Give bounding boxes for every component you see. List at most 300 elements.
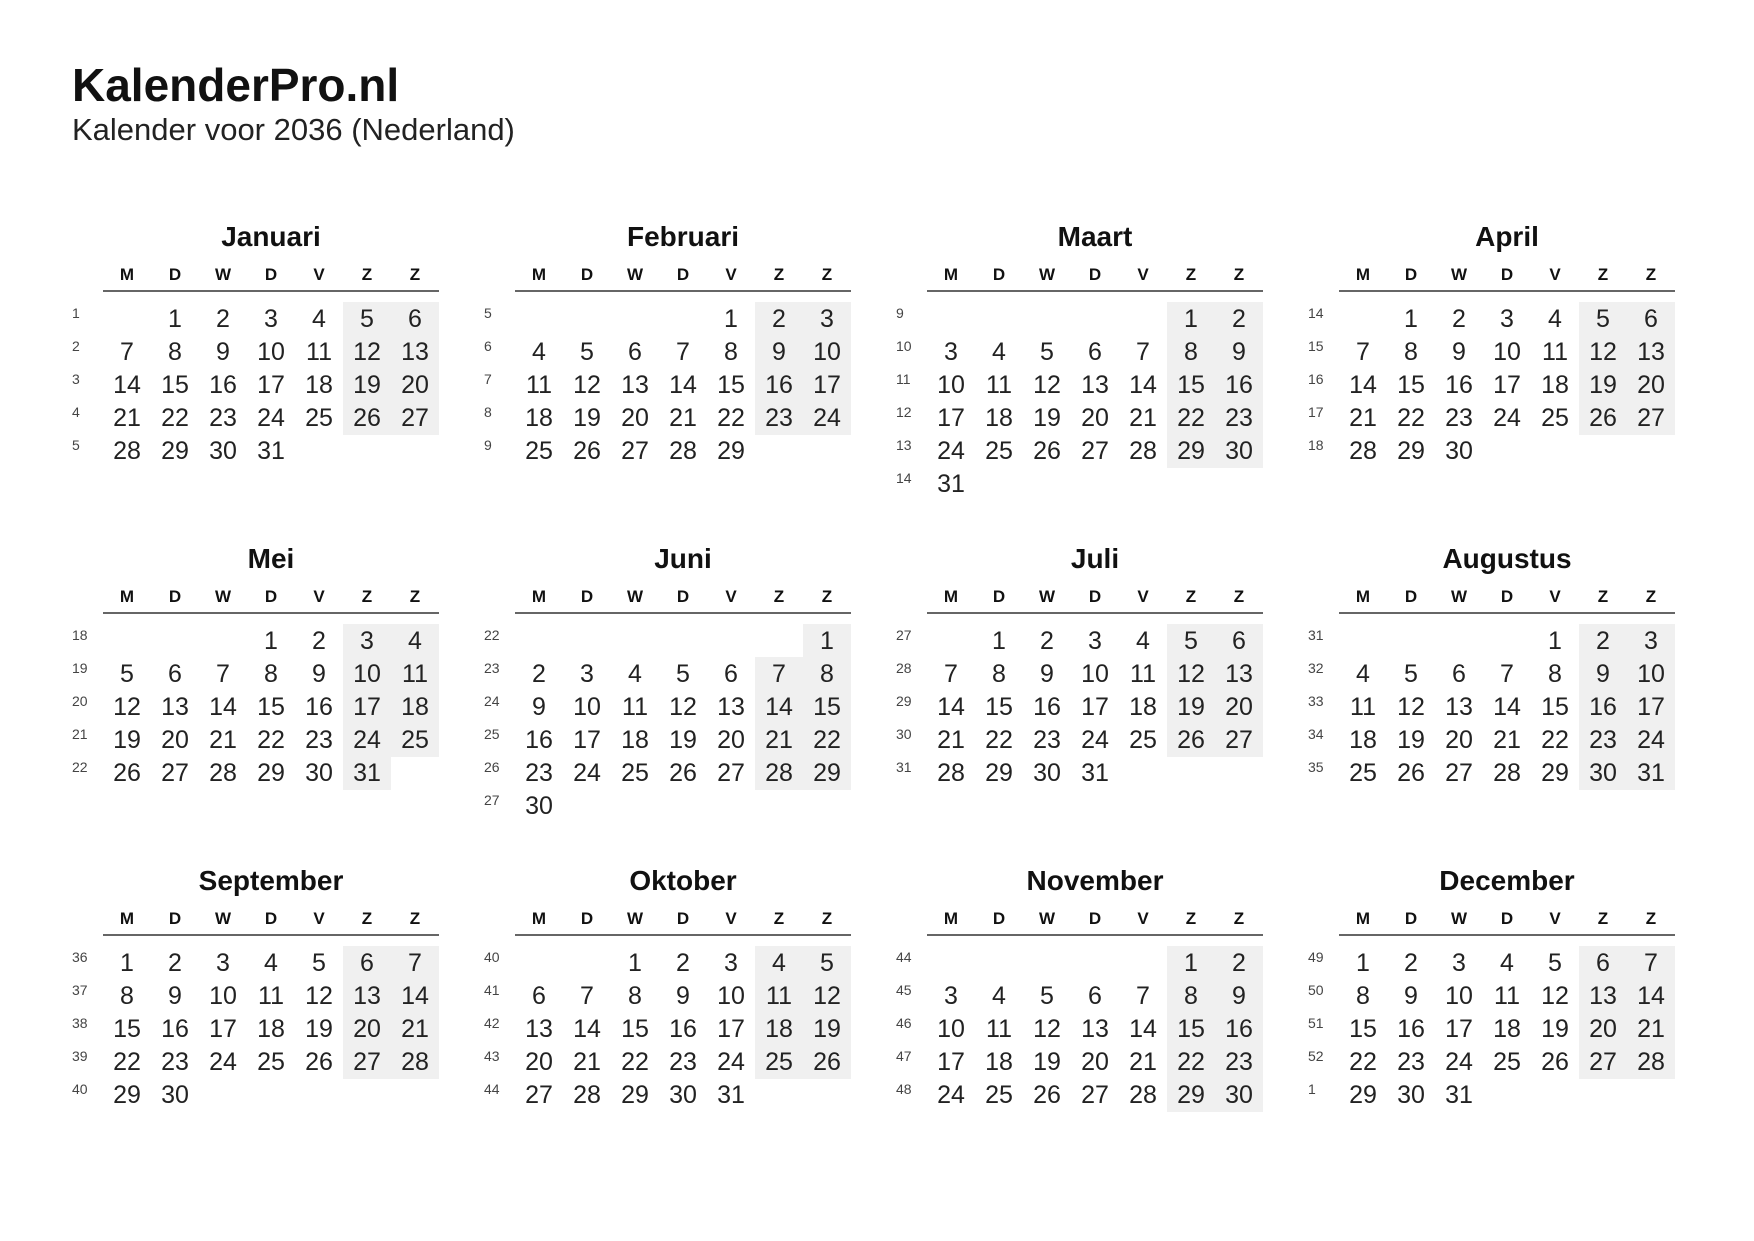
day-cell: 20	[161, 726, 189, 754]
weekday-label-sat: Z	[773, 587, 785, 606]
day-cell: 18	[1129, 693, 1157, 721]
day-cell: 28	[1349, 437, 1377, 465]
weekend-day-cell: 27	[391, 401, 439, 435]
day-cell: 30	[305, 759, 333, 787]
week-number: 22	[484, 627, 500, 643]
day-cell: 2	[1404, 949, 1418, 977]
day-cell: 19	[669, 726, 697, 754]
weekday-header	[927, 262, 1263, 292]
weekend-day-cell: 31	[1627, 756, 1675, 790]
day-cell: 30	[1033, 759, 1061, 787]
weekday-label-tue: D	[580, 587, 594, 606]
week-number: 35	[1308, 759, 1324, 775]
weekday-label-tue: D	[168, 909, 182, 928]
weekend-day-cell: 23	[755, 401, 803, 435]
day-cell: 4	[1136, 627, 1150, 655]
weekday-label-thu: D	[264, 909, 278, 928]
weekend-day-cell: 19	[343, 368, 391, 402]
weekday-label-sun: Z	[821, 909, 833, 928]
weekday-label-wed: W	[626, 909, 644, 928]
weekend-day-cell: 13	[1627, 335, 1675, 369]
weekend-day-cell: 25	[391, 723, 439, 757]
day-cell: 29	[621, 1081, 649, 1109]
weekday-label-tue: D	[580, 909, 594, 928]
week-number: 20	[72, 693, 88, 709]
day-cell: 5	[1404, 660, 1418, 688]
weekend-day-cell: 24	[343, 723, 391, 757]
day-cell: 1	[992, 627, 1006, 655]
week-number: 18	[1308, 437, 1324, 453]
day-cell: 25	[305, 404, 333, 432]
weekend-day-cell: 11	[391, 657, 439, 691]
week-number: 39	[72, 1048, 88, 1064]
weekend-day-cell: 7	[755, 657, 803, 691]
weekday-header	[103, 262, 439, 292]
weekday-label-sat: Z	[1185, 587, 1197, 606]
week-number: 46	[896, 1015, 912, 1031]
day-cell: 19	[113, 726, 141, 754]
week-number: 5	[484, 305, 492, 321]
day-cell: 2	[676, 949, 690, 977]
weekend-day-cell: 16	[1215, 1012, 1263, 1046]
day-cell: 28	[573, 1081, 601, 1109]
weekend-day-cell: 17	[803, 368, 851, 402]
day-cell: 23	[1445, 404, 1473, 432]
day-cell: 31	[717, 1081, 745, 1109]
week-number: 4	[72, 404, 80, 420]
weekday-label-thu: D	[676, 909, 690, 928]
day-cell: 29	[257, 759, 285, 787]
weekend-day-cell: 1	[803, 624, 851, 658]
day-cell: 29	[113, 1081, 141, 1109]
day-cell: 1	[120, 949, 134, 977]
day-cell: 6	[1088, 982, 1102, 1010]
day-cell: 7	[944, 660, 958, 688]
month-title: Juni	[654, 543, 712, 574]
weekday-header	[1339, 584, 1675, 614]
weekend-day-cell: 9	[1215, 335, 1263, 369]
week-number: 21	[72, 726, 88, 742]
day-cell: 24	[1445, 1048, 1473, 1076]
day-cell: 27	[525, 1081, 553, 1109]
weekend-day-cell: 5	[1167, 624, 1215, 658]
week-number: 27	[484, 792, 500, 808]
weekend-day-cell: 13	[1215, 657, 1263, 691]
weekday-label-tue: D	[992, 909, 1006, 928]
day-cell: 25	[985, 437, 1013, 465]
day-cell: 7	[580, 982, 594, 1010]
weekend-day-cell: 28	[391, 1045, 439, 1079]
weekday-label-wed: W	[214, 909, 232, 928]
month-title: Juli	[1070, 543, 1120, 574]
week-number: 38	[72, 1015, 88, 1031]
weekend-day-cell: 4	[391, 624, 439, 658]
day-cell: 15	[1349, 1015, 1377, 1043]
day-cell: 5	[120, 660, 134, 688]
month-title: Maart	[1057, 221, 1133, 252]
week-number: 23	[484, 660, 500, 676]
day-cell: 20	[1081, 1048, 1109, 1076]
day-cell: 17	[937, 404, 965, 432]
weekday-label-fri: V	[313, 909, 325, 928]
weekend-day-cell: 15	[1167, 1012, 1215, 1046]
day-cell: 24	[1493, 404, 1521, 432]
day-cell: 13	[1445, 693, 1473, 721]
day-cell: 7	[1500, 660, 1514, 688]
weekday-label-sun: Z	[821, 587, 833, 606]
day-cell: 13	[1081, 371, 1109, 399]
day-cell: 6	[168, 660, 182, 688]
week-number: 19	[72, 660, 88, 676]
day-cell: 12	[113, 693, 141, 721]
day-cell: 15	[621, 1015, 649, 1043]
day-cell: 21	[1349, 404, 1377, 432]
weekend-day-cell: 14	[391, 979, 439, 1013]
weekend-day-cell: 30	[1215, 1078, 1263, 1112]
day-cell: 16	[1397, 1015, 1425, 1043]
calendar-subtitle: Kalender voor 2036 (Nederland)	[72, 112, 515, 147]
weekday-header	[1339, 262, 1675, 292]
day-cell: 26	[669, 759, 697, 787]
day-cell: 6	[724, 660, 738, 688]
day-cell: 20	[525, 1048, 553, 1076]
day-cell: 26	[1541, 1048, 1569, 1076]
day-cell: 19	[1033, 404, 1061, 432]
day-cell: 1	[1404, 305, 1418, 333]
weekend-day-cell: 8	[803, 657, 851, 691]
weekend-day-cell: 2	[1215, 946, 1263, 980]
weekend-day-cell: 6	[1215, 624, 1263, 658]
day-cell: 23	[161, 1048, 189, 1076]
weekday-label-sun: Z	[1233, 909, 1245, 928]
month-title: Oktober	[629, 865, 737, 896]
week-number: 52	[1308, 1048, 1324, 1064]
day-cell: 1	[168, 305, 182, 333]
weekend-day-cell: 5	[343, 302, 391, 336]
weekday-label-sat: Z	[1597, 265, 1609, 284]
day-cell: 8	[120, 982, 134, 1010]
weekday-label-wed: W	[626, 265, 644, 284]
day-cell: 13	[525, 1015, 553, 1043]
day-cell: 3	[1088, 627, 1102, 655]
weekday-header	[927, 906, 1263, 936]
day-cell: 9	[676, 982, 690, 1010]
day-cell: 5	[1040, 338, 1054, 366]
day-cell: 27	[1081, 1081, 1109, 1109]
page-header	[72, 58, 515, 148]
week-number: 26	[484, 759, 500, 775]
weekday-header	[103, 906, 439, 936]
week-number: 40	[484, 949, 500, 965]
week-number: 28	[896, 660, 912, 676]
day-cell: 5	[1040, 982, 1054, 1010]
weekday-header	[515, 262, 851, 292]
day-cell: 28	[113, 437, 141, 465]
day-cell: 24	[937, 1081, 965, 1109]
weekday-label-thu: D	[1088, 909, 1102, 928]
day-cell: 1	[264, 627, 278, 655]
day-cell: 8	[264, 660, 278, 688]
day-cell: 25	[985, 1081, 1013, 1109]
weekday-label-fri: V	[313, 265, 325, 284]
day-cell: 12	[305, 982, 333, 1010]
day-cell: 11	[1130, 660, 1156, 688]
week-number: 9	[896, 305, 904, 321]
day-cell: 10	[937, 1015, 965, 1043]
weekend-day-cell: 2	[755, 302, 803, 336]
day-cell: 9	[1040, 660, 1054, 688]
day-cell: 8	[724, 338, 738, 366]
weekend-day-cell: 17	[1627, 690, 1675, 724]
day-cell: 31	[257, 437, 285, 465]
day-cell: 4	[992, 338, 1006, 366]
day-cell: 30	[209, 437, 237, 465]
weekend-day-cell: 20	[391, 368, 439, 402]
weekend-day-cell: 23	[1215, 401, 1263, 435]
weekend-day-cell: 18	[755, 1012, 803, 1046]
weekday-label-sun: Z	[1645, 265, 1657, 284]
site-title: KalenderPro.nl	[72, 59, 400, 111]
weekend-day-cell: 9	[1215, 979, 1263, 1013]
day-cell: 4	[992, 982, 1006, 1010]
day-cell: 3	[944, 338, 958, 366]
weekend-day-cell: 24	[1627, 723, 1675, 757]
day-cell: 22	[717, 404, 745, 432]
day-cell: 24	[1081, 726, 1109, 754]
day-cell: 1	[1356, 949, 1370, 977]
day-cell: 22	[1349, 1048, 1377, 1076]
weekday-label-tue: D	[580, 265, 594, 284]
day-cell: 16	[1445, 371, 1473, 399]
day-cell: 20	[1445, 726, 1473, 754]
weekday-header	[927, 584, 1263, 614]
week-number: 1	[72, 305, 80, 321]
day-cell: 21	[209, 726, 237, 754]
month-title: Mei	[247, 543, 295, 574]
weekend-day-cell: 1	[1167, 946, 1215, 980]
day-cell: 29	[985, 759, 1013, 787]
weekend-day-cell: 6	[343, 946, 391, 980]
weekend-day-cell: 12	[1579, 335, 1627, 369]
day-cell: 18	[1541, 371, 1569, 399]
day-cell: 11	[306, 338, 332, 366]
weekend-day-cell: 19	[803, 1012, 851, 1046]
day-cell: 2	[168, 949, 182, 977]
day-cell: 15	[717, 371, 745, 399]
day-cell: 10	[717, 982, 745, 1010]
day-cell: 9	[532, 693, 546, 721]
week-number: 14	[896, 470, 912, 486]
weekday-label-sun: Z	[409, 909, 421, 928]
day-cell: 15	[161, 371, 189, 399]
day-cell: 22	[1397, 404, 1425, 432]
weekend-day-cell: 19	[1167, 690, 1215, 724]
weekday-label-mon: M	[1355, 909, 1371, 928]
day-cell: 27	[161, 759, 189, 787]
day-cell: 18	[257, 1015, 285, 1043]
day-cell: 13	[621, 371, 649, 399]
weekday-header	[515, 906, 851, 936]
weekend-day-cell: 12	[343, 335, 391, 369]
weekday-label-thu: D	[264, 265, 278, 284]
weekday-label-fri: V	[1549, 265, 1561, 284]
week-number: 18	[72, 627, 88, 643]
day-cell: 22	[985, 726, 1013, 754]
weekday-label-thu: D	[1500, 909, 1514, 928]
weekday-label-sun: Z	[409, 265, 421, 284]
day-cell: 21	[1129, 404, 1157, 432]
day-cell: 18	[1493, 1015, 1521, 1043]
day-cell: 5	[676, 660, 690, 688]
day-cell: 14	[1129, 371, 1157, 399]
weekday-label-thu: D	[1500, 265, 1514, 284]
day-cell: 21	[1129, 1048, 1157, 1076]
weekend-day-cell: 20	[1579, 1012, 1627, 1046]
weekend-day-cell: 2	[1579, 624, 1627, 658]
day-cell: 30	[161, 1081, 189, 1109]
weekday-label-sat: Z	[1597, 587, 1609, 606]
week-number: 31	[896, 759, 912, 775]
day-cell: 29	[717, 437, 745, 465]
week-number: 10	[896, 338, 912, 354]
week-number: 41	[484, 982, 500, 998]
day-cell: 1	[628, 949, 642, 977]
weekend-day-cell: 7	[391, 946, 439, 980]
weekend-day-cell: 22	[803, 723, 851, 757]
weekend-day-cell: 29	[803, 756, 851, 790]
weekend-day-cell: 24	[803, 401, 851, 435]
weekend-day-cell: 22	[1167, 401, 1215, 435]
day-cell: 3	[1452, 949, 1466, 977]
day-cell: 7	[1136, 338, 1150, 366]
day-cell: 16	[1033, 693, 1061, 721]
weekday-label-sat: Z	[1185, 909, 1197, 928]
weekday-label-wed: W	[1450, 587, 1468, 606]
day-cell: 20	[621, 404, 649, 432]
weekend-day-cell: 27	[1215, 723, 1263, 757]
day-cell: 2	[312, 627, 326, 655]
weekend-day-cell: 29	[1167, 434, 1215, 468]
month-title: Februari	[626, 221, 740, 252]
day-cell: 16	[669, 1015, 697, 1043]
weekday-label-mon: M	[531, 587, 547, 606]
week-number: 15	[1308, 338, 1324, 354]
day-cell: 4	[312, 305, 326, 333]
weekend-day-cell: 8	[1167, 335, 1215, 369]
day-cell: 1	[1548, 627, 1562, 655]
day-cell: 6	[1088, 338, 1102, 366]
day-cell: 14	[1349, 371, 1377, 399]
weekday-label-fri: V	[725, 587, 737, 606]
week-number: 42	[484, 1015, 500, 1031]
weekend-day-cell: 9	[1579, 657, 1627, 691]
day-cell: 4	[1500, 949, 1514, 977]
day-cell: 17	[1081, 693, 1109, 721]
weekend-day-cell: 26	[343, 401, 391, 435]
month-title: September	[198, 865, 344, 896]
day-cell: 4	[264, 949, 278, 977]
weekday-label-thu: D	[1088, 587, 1102, 606]
day-cell: 31	[937, 470, 965, 498]
day-cell: 21	[1493, 726, 1521, 754]
day-cell: 19	[305, 1015, 333, 1043]
weekend-day-cell: 27	[1579, 1045, 1627, 1079]
day-cell: 28	[669, 437, 697, 465]
weekday-label-wed: W	[1450, 265, 1468, 284]
weekday-label-fri: V	[725, 265, 737, 284]
weekday-label-wed: W	[1450, 909, 1468, 928]
day-cell: 16	[209, 371, 237, 399]
day-cell: 30	[1445, 437, 1473, 465]
day-cell: 16	[525, 726, 553, 754]
weekday-label-sun: Z	[1233, 265, 1245, 284]
day-cell: 14	[209, 693, 237, 721]
day-cell: 31	[1445, 1081, 1473, 1109]
weekend-day-cell: 28	[755, 756, 803, 790]
week-number: 48	[896, 1081, 912, 1097]
day-cell: 1	[724, 305, 738, 333]
day-cell: 26	[113, 759, 141, 787]
day-cell: 28	[1493, 759, 1521, 787]
day-cell: 9	[216, 338, 230, 366]
day-cell: 14	[573, 1015, 601, 1043]
weekend-day-cell: 10	[343, 657, 391, 691]
day-cell: 3	[216, 949, 230, 977]
day-cell: 24	[257, 404, 285, 432]
weekday-label-sun: Z	[1645, 909, 1657, 928]
weekday-label-mon: M	[943, 265, 959, 284]
day-cell: 9	[1452, 338, 1466, 366]
weekday-label-fri: V	[725, 909, 737, 928]
weekday-header	[1339, 906, 1675, 936]
day-cell: 2	[216, 305, 230, 333]
week-number: 33	[1308, 693, 1324, 709]
weekday-label-sat: Z	[773, 909, 785, 928]
weekend-day-cell: 20	[343, 1012, 391, 1046]
day-cell: 17	[1445, 1015, 1473, 1043]
day-cell: 25	[257, 1048, 285, 1076]
week-number: 2	[72, 338, 80, 354]
day-cell: 2	[1040, 627, 1054, 655]
day-cell: 11	[622, 693, 648, 721]
day-cell: 5	[580, 338, 594, 366]
day-cell: 4	[628, 660, 642, 688]
day-cell: 17	[937, 1048, 965, 1076]
day-cell: 17	[573, 726, 601, 754]
weekday-label-fri: V	[313, 587, 325, 606]
day-cell: 10	[1493, 338, 1521, 366]
weekend-day-cell: 5	[803, 946, 851, 980]
day-cell: 8	[1404, 338, 1418, 366]
weekday-label-mon: M	[943, 909, 959, 928]
day-cell: 14	[937, 693, 965, 721]
week-number: 50	[1308, 982, 1324, 998]
weekend-day-cell: 26	[1167, 723, 1215, 757]
day-cell: 26	[1033, 437, 1061, 465]
weekday-header	[515, 584, 851, 614]
day-cell: 29	[1397, 437, 1425, 465]
day-cell: 16	[161, 1015, 189, 1043]
week-number: 45	[896, 982, 912, 998]
weekend-day-cell: 13	[391, 335, 439, 369]
day-cell: 4	[532, 338, 546, 366]
day-cell: 23	[305, 726, 333, 754]
day-cell: 20	[717, 726, 745, 754]
day-cell: 16	[305, 693, 333, 721]
weekend-day-cell: 19	[1579, 368, 1627, 402]
day-cell: 26	[573, 437, 601, 465]
weekend-day-cell: 26	[803, 1045, 851, 1079]
